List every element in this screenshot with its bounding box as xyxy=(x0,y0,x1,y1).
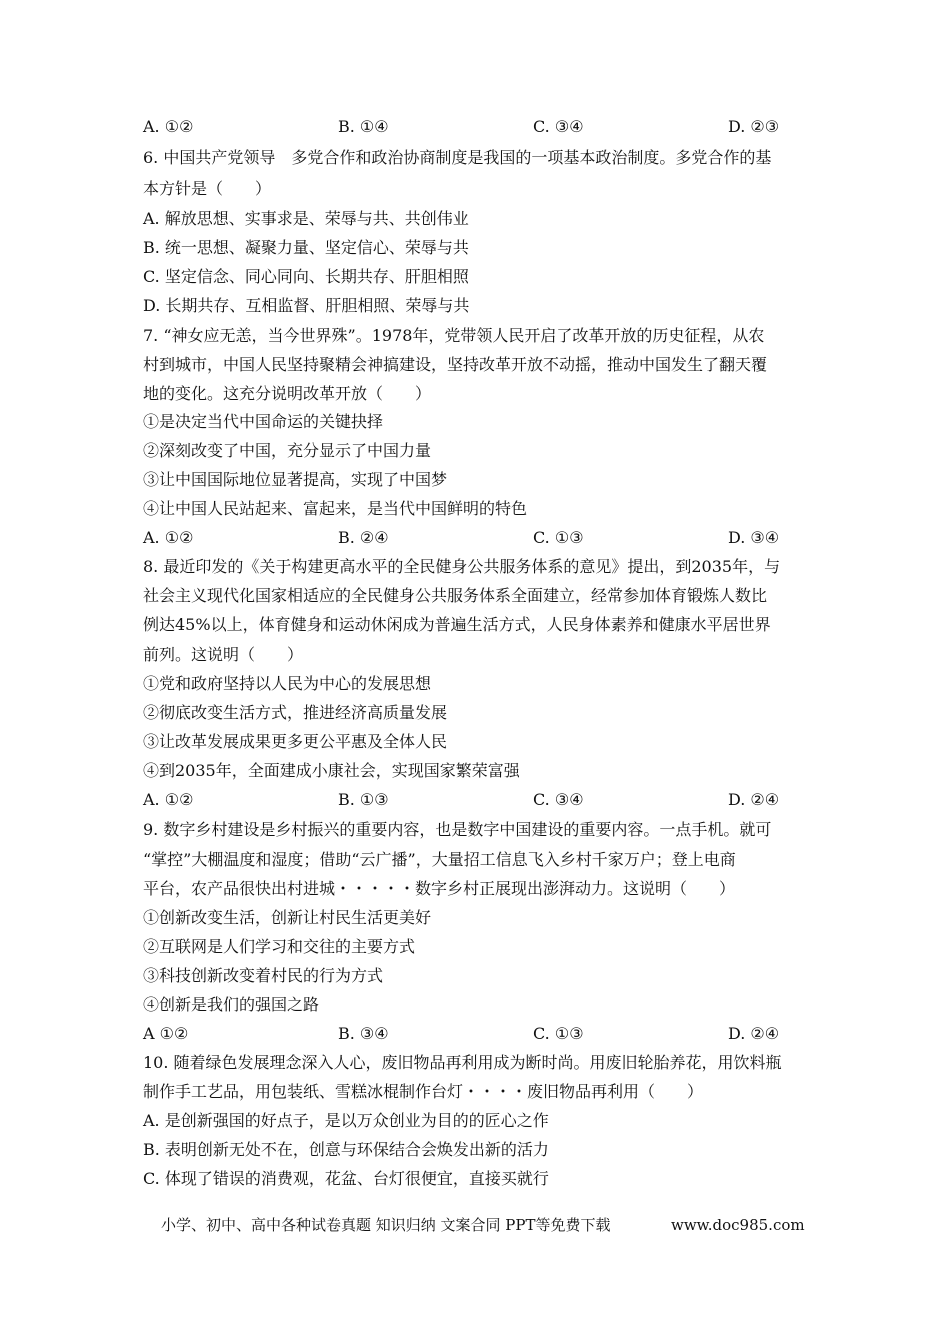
question-9-statement-3: ③科技创新改变着村民的行为方式 xyxy=(143,966,384,985)
question-6-option-c: C. 坚定信念、同心同向、长期共存、肝胆相照 xyxy=(143,267,469,286)
question-7-stem-line-3: 地的变化。这充分说明改革开放（ ） xyxy=(143,384,432,403)
question-7-stem-line-1: 7. “神女应无恙，当今世界殊”。1978年，党带领人民开启了改革开放的历史征程，从农 xyxy=(143,326,765,345)
question-7-statement-4: ④让中国人民站起来、富起来，是当代中国鲜明的特色 xyxy=(143,499,528,518)
option-a: A ①② xyxy=(143,1024,189,1043)
question-8-stem-line-2: 社会主义现代化国家相适应的全民健身公共服务体系全面建立，经常参加体育锻炼人数比 xyxy=(143,586,768,605)
question-8-stem-line-4: 前列。这说明（ ） xyxy=(143,645,304,664)
question-8-stem-line-1: 8. 最近印发的《关于构建更高水平的全民健身公共服务体系的意见》提出，到2035年，与 xyxy=(143,557,781,576)
question-6-stem-line-1: 6. 中国共产党领导 多党合作和政治协商制度是我国的一项基本政治制度。多党合作的基 xyxy=(143,148,772,167)
question-7-statement-3: ③让中国国际地位显著提高，实现了中国梦 xyxy=(143,470,448,489)
option-a: A. ①② xyxy=(143,528,194,547)
answer-options-q5 xyxy=(143,117,823,137)
option-b: B. ③④ xyxy=(338,1024,389,1043)
option-b: B. ①③ xyxy=(338,790,389,809)
question-8-stem-line-3: 例达45%以上，体育健身和运动休闲成为普遍生活方式，人民身体素养和健康水平居世界 xyxy=(143,615,771,634)
footer-link[interactable]: www.doc985.com xyxy=(671,1216,805,1234)
answer-options-q9 xyxy=(143,1024,823,1044)
answer-options-q8 xyxy=(143,790,823,810)
option-c: C. ③④ xyxy=(533,790,584,809)
option-d: D. ②④ xyxy=(728,790,780,809)
option-d: D. ②④ xyxy=(728,1024,780,1043)
option-d: D. ②③ xyxy=(728,117,780,136)
question-8-statement-2: ②彻底改变生活方式，推进经济高质量发展 xyxy=(143,703,448,722)
question-6-option-b: B. 统一思想、凝聚力量、坚定信心、荣辱与共 xyxy=(143,238,469,257)
option-d: D. ③④ xyxy=(728,528,780,547)
option-b: B. ①④ xyxy=(338,117,389,136)
answer-options-q7 xyxy=(143,528,823,548)
option-c: C. ①③ xyxy=(533,528,584,547)
question-6-stem-line-2: 本方针是（ ） xyxy=(143,179,272,198)
question-10-stem-line-2: 制作手工艺品，用包装纸、雪糕冰棍制作台灯・・・・废旧物品再利用（ ） xyxy=(143,1082,704,1101)
question-8-statement-4: ④到2035年，全面建成小康社会，实现国家繁荣富强 xyxy=(143,761,520,780)
question-7-statement-2: ②深刻改变了中国，充分显示了中国力量 xyxy=(143,441,432,460)
question-7-stem-line-2: 村到城市，中国人民坚持聚精会神搞建设，坚持改革开放不动摇，推动中国发生了翻天覆 xyxy=(143,355,768,374)
option-a: A. ①② xyxy=(143,790,194,809)
question-7-statement-1: ①是决定当代中国命运的关键抉择 xyxy=(143,412,384,431)
question-10-option-b: B. 表明创新无处不在，创意与环保结合会焕发出新的活力 xyxy=(143,1140,549,1159)
option-c: C. ①③ xyxy=(533,1024,584,1043)
question-8-statement-3: ③让改革发展成果更多更公平惠及全体人民 xyxy=(143,732,448,751)
question-9-stem-line-1: 9. 数字乡村建设是乡村振兴的重要内容，也是数字中国建设的重要内容。一点手机。就可 xyxy=(143,820,772,839)
question-8-statement-1: ①党和政府坚持以人民为中心的发展思想 xyxy=(143,674,432,693)
question-6-option-a: A. 解放思想、实事求是、荣辱与共、共创伟业 xyxy=(143,209,469,228)
question-9-stem-line-3: 平台，农产品很快出村进城・・・・・数字乡村正展现出澎湃动力。这说明（ ） xyxy=(143,879,736,898)
question-10-option-c: C. 体现了错误的消费观，花盆、台灯很便宜，直接买就行 xyxy=(143,1169,549,1188)
question-9-statement-2: ②互联网是人们学习和交往的主要方式 xyxy=(143,937,416,956)
option-a: A. ①② xyxy=(143,117,194,136)
question-9-statement-4: ④创新是我们的强国之路 xyxy=(143,995,320,1014)
question-6-option-d: D. 长期共存、互相监督、肝胆相照、荣辱与共 xyxy=(143,296,470,315)
option-c: C. ③④ xyxy=(533,117,584,136)
question-10-option-a: A. 是创新强国的好点子，是以万众创业为目的的匠心之作 xyxy=(143,1111,549,1130)
footer-text: 小学、初中、高中各种试卷真题 知识归纳 文案合同 PPT等免费下载 xyxy=(161,1216,611,1234)
question-10-stem-line-1: 10. 随着绿色发展理念深入人心，废旧物品再利用成为断时尚。用废旧轮胎养花，用饮料瓶 xyxy=(143,1053,782,1072)
question-9-statement-1: ①创新改变生活，创新让村民生活更美好 xyxy=(143,908,432,927)
question-9-stem-line-2: “掌控”大棚温度和湿度；借助“云广播”，大量招工信息飞入乡村千家万户；登上电商 xyxy=(143,850,736,869)
option-b: B. ②④ xyxy=(338,528,389,547)
